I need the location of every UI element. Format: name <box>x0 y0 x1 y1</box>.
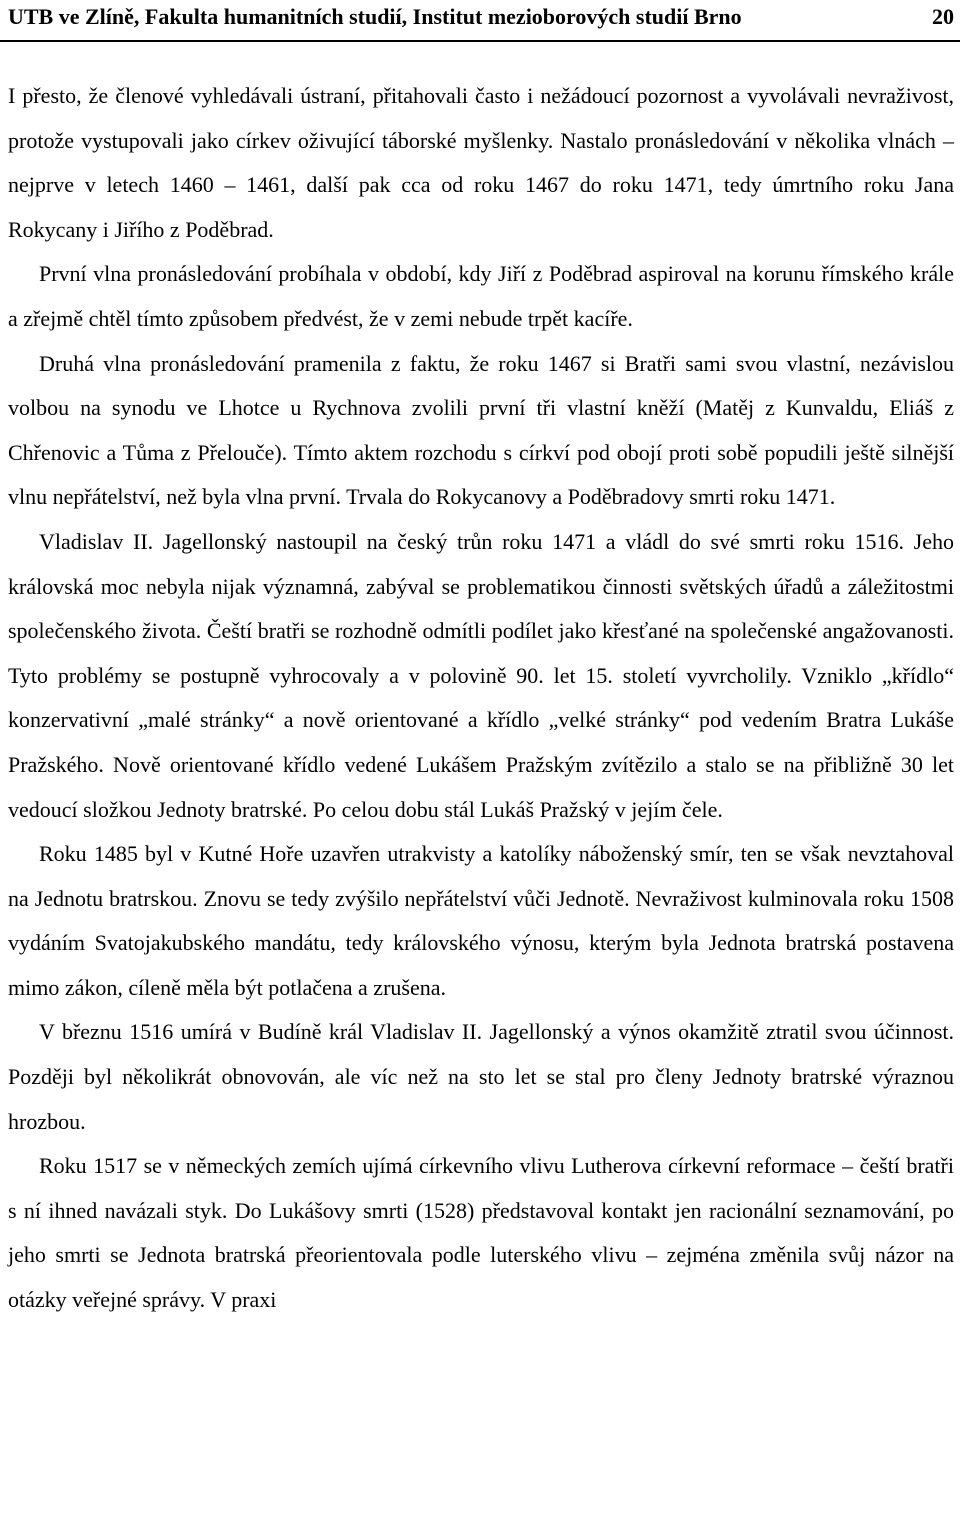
paragraph: I přesto, že členové vyhledávali ústraní, přitahovali často i nežádoucí pozornost a vyvolávali nevraživost, protože vystupovali jako církev oživující táborské myšlenky. Nastalo pronásledování v několika vlnách – nejprve v letech 1460 – 1461, další pak cca od roku 1467 do roku 1471, tedy úmrtního roku Jana Rokycany i Jiřího z Poděbrad. <box>8 83 954 242</box>
paragraph: Roku 1517 se v německých zemích ujímá církevního vlivu Lutherova církevní reformace – čeští bratři s ní ihned navázali styk. Do Lukášovy smrti (1528) představoval kontakt jen racionální seznamování, po jeho smrti se Jednota bratrská přeorientovala podle luterského vlivu – zejména změnila svůj názor na otázky veřejné správy. V praxi <box>8 1153 954 1313</box>
body-text <box>8 74 954 1323</box>
paragraph: Vladislav II. Jagellonský nastoupil na český trůn roku 1471 a vládl do své smrti roku 1516. Jeho královská moc nebyla nijak významná, zabýval se problematikou činnosti světských úřadů a záležitostmi společenského života. Čeští bratři se rozhodně odmítli podílet jako křesťané na společenské angažovanosti. Tyto problémy se postupně vyhrocovaly a v polovině 90. let 15. století vyvrcholily. Vzniklo „křídlo“ konzervativní „malé stránky“ a nově orientované a křídlo „velké stránky“ pod vedením Bratra Lukáše Pražského. Nově orientované křídlo vedené Lukášem Pražským zvítězilo a stalo se na přibližně 30 let vedoucí složkou Jednoty bratrské. Po celou dobu stál Lukáš Pražský v jejím čele. <box>8 528 954 822</box>
paragraph: Roku 1485 byl v Kutné Hoře uzavřen utrakvisty a katolíky náboženský smír, ten se však nevztahoval na Jednotu bratrskou. Znovu se tedy zvýšilo nepřátelství vůči Jednotě. Nevraživost kulminovala roku 1508 vydáním Svatojakubského mandátu, tedy královského výnosu, kterým byla Jednota bratrská postavena mimo zákon, cíleně měla být potlačena a zrušena. <box>8 841 954 1000</box>
header-divider <box>0 40 960 42</box>
running-header <box>8 0 954 34</box>
paragraph: Druhá vlna pronásledování pramenila z faktu, že roku 1467 si Bratři sami svou vlastní, nezávislou volbou na synodu ve Lhotce u Rychnova zvolili první tři vlastní kněží (Matěj z Kunvaldu, Eliáš z Chřenovic a Tůma z Přelouče). Tímto aktem rozchodu s církví pod obojí proti sobě popudili ještě silnější vlnu nepřátelství, než byla vlna první. Trvala do Rokycanovy a Poděbradovy smrti roku 1471. <box>8 350 954 510</box>
page-number: 20 <box>932 4 954 29</box>
paragraph: První vlna pronásledování probíhala v období, kdy Jiří z Poděbrad aspiroval na korunu římského krále a zřejmě chtěl tímto způsobem předvést, že v zemi nebude trpět kacíře. <box>8 261 954 331</box>
paragraph: V březnu 1516 umírá v Budíně král Vladislav II. Jagellonský a výnos okamžitě ztratil svou účinnost. Později byl několikrát obnovován, ale víc než na sto let se stal pro členy Jednoty bratrské výraznou hrozbou. <box>8 1019 954 1134</box>
header-title: UTB ve Zlíně, Fakulta humanitních studií, Institut mezioborových studií Brno <box>8 4 742 29</box>
